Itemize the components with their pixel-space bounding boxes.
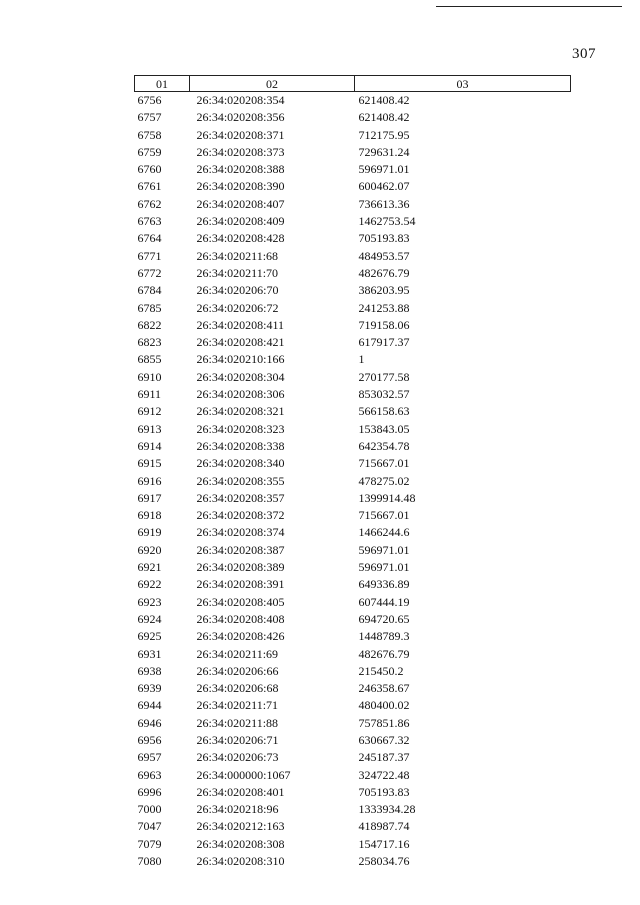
column-header-02: 02 (190, 76, 355, 92)
table-cell-03: 596971.01 (358, 560, 410, 575)
table-cell-02: 26:34:020208:426 (196, 629, 285, 644)
table-cell-02: 26:34:020208:310 (196, 854, 285, 869)
table-cell-03: 600462.07 (358, 179, 410, 194)
table-cell-02: 26:34:020208:371 (196, 127, 285, 142)
table-cell-03: 270177.58 (358, 369, 410, 384)
table-body (135, 92, 571, 871)
table-cell-01: 6761 (137, 179, 162, 194)
table-cell-02: 26:34:020208:389 (196, 560, 285, 575)
table-cell-03: 596971.01 (358, 542, 410, 557)
table-cell-01: 6925 (137, 629, 162, 644)
table-cell-03: 712175.95 (358, 127, 410, 142)
table-cell-01: 7080 (137, 854, 162, 869)
table-cell-02: 26:34:020208:306 (196, 387, 285, 402)
table-cell-03: 596971.01 (358, 162, 410, 177)
table-row (135, 767, 571, 784)
table-cell-01: 6914 (137, 438, 162, 453)
table-cell-02: 26:34:020218:96 (196, 802, 279, 817)
table-row (135, 369, 571, 386)
table-row (135, 818, 571, 835)
table-cell-03: 729631.24 (358, 144, 410, 159)
table-cell-01: 6756 (137, 93, 162, 107)
table-row (135, 92, 571, 110)
table-cell-01: 6913 (137, 421, 162, 436)
table-row (135, 109, 571, 126)
table-cell-01: 6919 (137, 525, 162, 540)
table-row (135, 144, 571, 161)
table-row (135, 801, 571, 818)
table-cell-01: 7079 (137, 836, 162, 851)
table-cell-02: 26:34:020208:354 (196, 93, 285, 107)
table-cell-01: 6759 (137, 144, 162, 159)
table-cell-03: 736613.36 (358, 196, 410, 211)
table-cell-02: 26:34:020208:372 (196, 508, 285, 523)
table-cell-03: 246358.67 (358, 681, 410, 696)
table-cell-02: 26:34:020208:405 (196, 594, 285, 609)
table-cell-02: 26:34:020208:374 (196, 525, 285, 540)
table-row (135, 680, 571, 697)
column-header-03: 03 (355, 76, 571, 92)
table-cell-02: 26:34:020208:357 (196, 490, 285, 505)
table-cell-02: 26:34:020206:71 (196, 732, 279, 747)
table-cell-01: 7000 (137, 802, 162, 817)
table-cell-01: 6944 (137, 698, 162, 713)
table-cell-03: 1333934.28 (358, 802, 416, 817)
table-cell-03: 1448789.3 (358, 629, 410, 644)
table-row (135, 161, 571, 178)
table-cell-02: 26:34:020208:388 (196, 162, 285, 177)
table-row (135, 594, 571, 611)
table-cell-01: 6784 (137, 283, 162, 298)
table-cell-01: 6931 (137, 646, 162, 661)
table-cell-01: 6757 (137, 110, 162, 125)
table-cell-01: 6938 (137, 663, 162, 678)
table-cell-02: 26:34:020211:69 (196, 646, 279, 661)
table-cell-03: 630667.32 (358, 732, 410, 747)
table-cell-03: 480400.02 (358, 698, 410, 713)
table-cell-01: 6910 (137, 369, 162, 384)
table-row (135, 576, 571, 593)
table-cell-01: 6915 (137, 456, 162, 471)
table-cell-01: 6921 (137, 560, 162, 575)
table-cell-03: 1462753.54 (358, 214, 416, 229)
table-cell-01: 6771 (137, 248, 162, 263)
table-cell-02: 26:34:020211:70 (196, 265, 279, 280)
table-row (135, 282, 571, 299)
table-cell-01: 6924 (137, 611, 162, 626)
table-row (135, 473, 571, 490)
table-row (135, 127, 571, 144)
table-row (135, 351, 571, 368)
table-cell-02: 26:34:020208:428 (196, 231, 285, 246)
table-row (135, 559, 571, 576)
table-cell-03: 484953.57 (358, 248, 410, 263)
table-row (135, 542, 571, 559)
table-cell-02: 26:34:020208:356 (196, 110, 285, 125)
table-row (135, 455, 571, 472)
table-cell-03: 757851.86 (358, 715, 410, 730)
table-cell-03: 621408.42 (358, 93, 410, 107)
table-row (135, 230, 571, 247)
table-cell-02: 26:34:020206:72 (196, 300, 279, 315)
table-row (135, 628, 571, 645)
table-cell-01: 6996 (137, 784, 162, 799)
table-cell-02: 26:34:020208:338 (196, 438, 285, 453)
table-cell-01: 6764 (137, 231, 162, 246)
table-row (135, 438, 571, 455)
table-row (135, 715, 571, 732)
table-cell-01: 6963 (137, 767, 162, 782)
table-cell-03: 705193.83 (358, 231, 410, 246)
table-row (135, 403, 571, 420)
table-cell-03: 694720.65 (358, 611, 410, 626)
table-cell-02: 26:34:000000:1067 (196, 767, 291, 782)
table-cell-01: 6758 (137, 127, 162, 142)
table-row (135, 300, 571, 317)
table-cell-01: 6957 (137, 750, 162, 765)
table-cell-03: 715667.01 (358, 456, 410, 471)
table-cell-01: 6912 (137, 404, 162, 419)
table-row (135, 265, 571, 282)
table-row (135, 853, 571, 870)
table-cell-03: 715667.01 (358, 508, 410, 523)
table-row (135, 213, 571, 230)
table-cell-01: 6918 (137, 508, 162, 523)
table-header (135, 76, 571, 92)
table-row (135, 178, 571, 195)
table-cell-03: 482676.79 (358, 265, 410, 280)
table-cell-01: 6762 (137, 196, 162, 211)
table-cell-02: 26:34:020211:71 (196, 698, 279, 713)
table-cell-02: 26:34:020208:355 (196, 473, 285, 488)
table-row (135, 248, 571, 265)
table-cell-01: 6763 (137, 214, 162, 229)
table-cell-01: 6772 (137, 265, 162, 280)
table-cell-02: 26:34:020208:323 (196, 421, 285, 436)
table-cell-02: 26:34:020211:88 (196, 715, 279, 730)
table-cell-02: 26:34:020206:73 (196, 750, 279, 765)
table-cell-03: 215450.2 (358, 663, 404, 678)
table-cell-03: 705193.83 (358, 784, 410, 799)
table-cell-02: 26:34:020206:66 (196, 663, 279, 678)
table-cell-02: 26:34:020208:391 (196, 577, 285, 592)
table-row (135, 784, 571, 801)
table-row (135, 334, 571, 351)
table-cell-03: 1399914.48 (358, 490, 416, 505)
table-cell-01: 6956 (137, 732, 162, 747)
table-row (135, 663, 571, 680)
table-row (135, 611, 571, 628)
table-cell-03: 853032.57 (358, 387, 410, 402)
table-cell-01: 6911 (137, 387, 162, 402)
table-cell-02: 26:34:020208:340 (196, 456, 285, 471)
table-row (135, 697, 571, 714)
table-cell-03: 482676.79 (358, 646, 410, 661)
table-cell-03: 258034.76 (358, 854, 410, 869)
table-cell-02: 26:34:020210:166 (196, 352, 285, 367)
table-cell-01: 6855 (137, 352, 162, 367)
header-row (135, 76, 571, 92)
table-cell-01: 6920 (137, 542, 162, 557)
table-cell-03: 418987.74 (358, 819, 410, 834)
table-cell-02: 26:34:020206:68 (196, 681, 279, 696)
table-cell-02: 26:34:020206:70 (196, 283, 279, 298)
table-cell-02: 26:34:020208:409 (196, 214, 285, 229)
table-cell-02: 26:34:020208:304 (196, 369, 285, 384)
table-cell-03: 386203.95 (358, 283, 410, 298)
table-row (135, 196, 571, 213)
table-cell-03: 1466244.6 (358, 525, 410, 540)
table-cell-02: 26:34:020208:408 (196, 611, 285, 626)
table-cell-02: 26:34:020208:421 (196, 335, 285, 350)
table-cell-03: 642354.78 (358, 438, 410, 453)
table-row (135, 386, 571, 403)
table-cell-03: 719158.06 (358, 317, 410, 332)
table-cell-03: 566158.63 (358, 404, 410, 419)
table-cell-01: 6760 (137, 162, 162, 177)
table-cell-03: 1 (358, 352, 365, 367)
table-row (135, 749, 571, 766)
table-cell-03: 478275.02 (358, 473, 410, 488)
table-cell-01: 6946 (137, 715, 162, 730)
table-cell-02: 26:34:020208:407 (196, 196, 285, 211)
table-row (135, 836, 571, 853)
table-cell-01: 6785 (137, 300, 162, 315)
table-cell-03: 153843.05 (358, 421, 410, 436)
table-row (135, 317, 571, 334)
table-row (135, 646, 571, 663)
table-cell-02: 26:34:020208:387 (196, 542, 285, 557)
page-number: 307 (572, 46, 596, 62)
table-cell-03: 607444.19 (358, 594, 410, 609)
table-cell-01: 6939 (137, 681, 162, 696)
table-row (135, 732, 571, 749)
table-cell-01: 6923 (137, 594, 162, 609)
table-cell-03: 245187.37 (358, 750, 410, 765)
table-cell-02: 26:34:020208:390 (196, 179, 285, 194)
table-cell-02: 26:34:020208:401 (196, 784, 285, 799)
table-cell-02: 26:34:020212:163 (196, 819, 285, 834)
table-row (135, 524, 571, 541)
table-cell-03: 649336.89 (358, 577, 410, 592)
table-cell-02: 26:34:020211:68 (196, 248, 279, 263)
table-cell-02: 26:34:020208:308 (196, 836, 285, 851)
table-row (135, 507, 571, 524)
table-cell-03: 241253.88 (358, 300, 410, 315)
table-cell-02: 26:34:020208:373 (196, 144, 285, 159)
table-cell-03: 154717.16 (358, 836, 410, 851)
column-header-01: 01 (135, 76, 190, 92)
table-cell-01: 6822 (137, 317, 162, 332)
table-cell-03: 621408.42 (358, 110, 410, 125)
table-cell-03: 324722.48 (358, 767, 410, 782)
table-cell-01: 6916 (137, 473, 162, 488)
table-cell-03: 617917.37 (358, 335, 410, 350)
table-cell-02: 26:34:020208:411 (196, 317, 285, 332)
table-cell-01: 6823 (137, 335, 162, 350)
table-cell-01: 6917 (137, 490, 162, 505)
data-table (134, 75, 571, 870)
table-cell-01: 6922 (137, 577, 162, 592)
table-row (135, 490, 571, 507)
table-cell-02: 26:34:020208:321 (196, 404, 285, 419)
table-cell-01: 7047 (137, 819, 162, 834)
table-row (135, 421, 571, 438)
header-rule (436, 6, 622, 7)
